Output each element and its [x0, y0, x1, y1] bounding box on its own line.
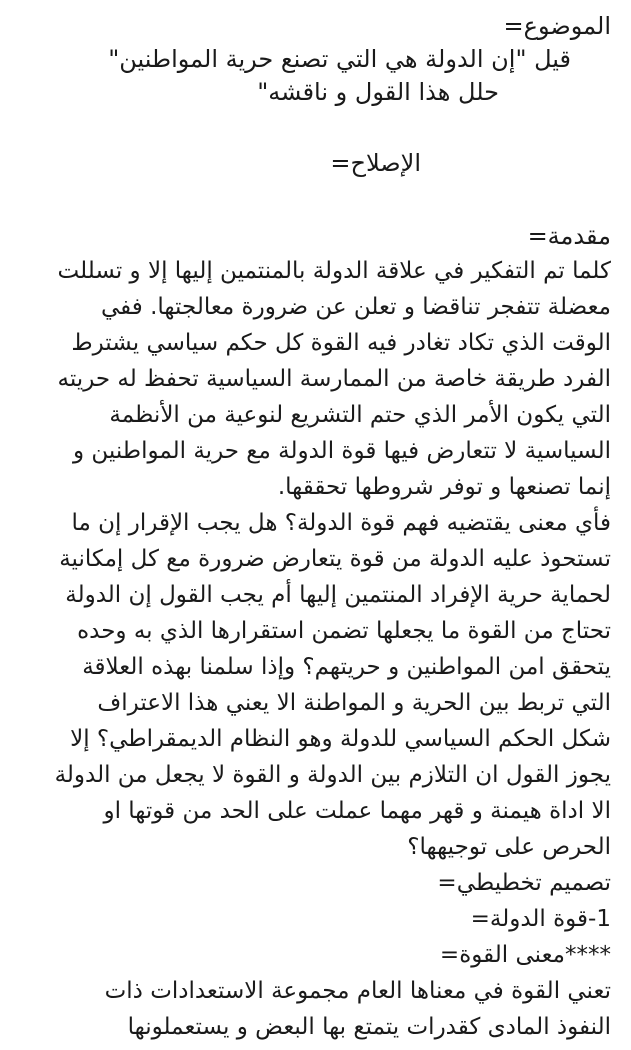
- topic-quote: قيل "إن الدولة هي التي تصنع حرية المواطنين": [108, 45, 571, 73]
- introduction-line: الحرص على توجيهها؟: [407, 834, 611, 860]
- introduction-line: السياسية لا تتعارض فيها قوة الدولة مع حرية المواطنين و: [72, 438, 611, 464]
- introduction-line: يتحقق امن المواطنين و حريتهم؟ وإذا سلمنا بهذه العلاقة: [82, 654, 611, 680]
- introduction-line: فأي معنى يقتضيه فهم قوة الدولة؟ هل يجب الإقرار إن ما: [71, 510, 611, 536]
- introduction-line: تستحوذ عليه الدولة من قوة يتعارض ضرورة مع كل إمكانية: [59, 546, 611, 572]
- introduction-line: التي تربط بين الحرية و المواطنة الا يعني هذا الاعتراف: [97, 690, 611, 716]
- topic-heading: الموضوع=: [503, 12, 611, 40]
- spacer: [18, 180, 611, 220]
- correction-heading: الإصلاح=: [330, 149, 421, 177]
- introduction-line: لحماية حرية الإفراد المنتمين إليها أم يجب القول إن الدولة: [65, 582, 611, 608]
- introduction-line: كلما تم التفكير في علاقة الدولة بالمنتمين إليها إلا و تسللت: [57, 258, 611, 284]
- spacer: [18, 109, 611, 147]
- introduction-line: الا اداة هيمنة و قهر مهما عملت على الحد من قوتها او: [103, 798, 611, 824]
- introduction-line: إنما تصنعها و توفر شروطها تحققها.: [277, 474, 611, 500]
- plan-line: تعني القوة في معناها العام مجموعة الاستعدادات ذات: [104, 978, 611, 1004]
- plan-subsection-heading: ****معنى القوة=: [439, 942, 611, 968]
- introduction-line: الفرد طريقة خاصة من الممارسة السياسية تحفظ له حريته: [57, 366, 611, 392]
- introduction-line: التي يكون الأمر الذي حتم التشريع لنوعية من الأنظمة: [109, 402, 611, 428]
- topic-task: حلل هذا القول و ناقشه": [257, 78, 499, 106]
- introduction-line: تحتاج من القوة ما يجعلها تضمن استقرارها الذي به وحده: [77, 618, 611, 644]
- introduction-line: معضلة تتفجر تناقضا و تعلن عن ضرورة معالجتها. ففي: [101, 294, 611, 320]
- introduction-line: الوقت الذي تكاد تغادر فيه القوة كل حكم سياسي يشترط: [71, 330, 611, 356]
- introduction-line: يجوز القول ان التلازم بين الدولة و القوة لا يجعل من الدولة: [54, 762, 611, 788]
- plan-line: النفوذ المادى كقدرات يتمتع بها البعض و يستعملونها: [127, 1014, 611, 1040]
- introduction-line: شكل الحكم السياسي للدولة وهو النظام الديمقراطي؟ إلا: [70, 726, 611, 752]
- plan-heading: تصميم تخطيطي=: [437, 870, 611, 896]
- introduction-heading: مقدمة=: [527, 222, 611, 250]
- plan-section-heading: 1-قوة الدولة=: [470, 906, 611, 932]
- introduction-body: [18, 253, 611, 1045]
